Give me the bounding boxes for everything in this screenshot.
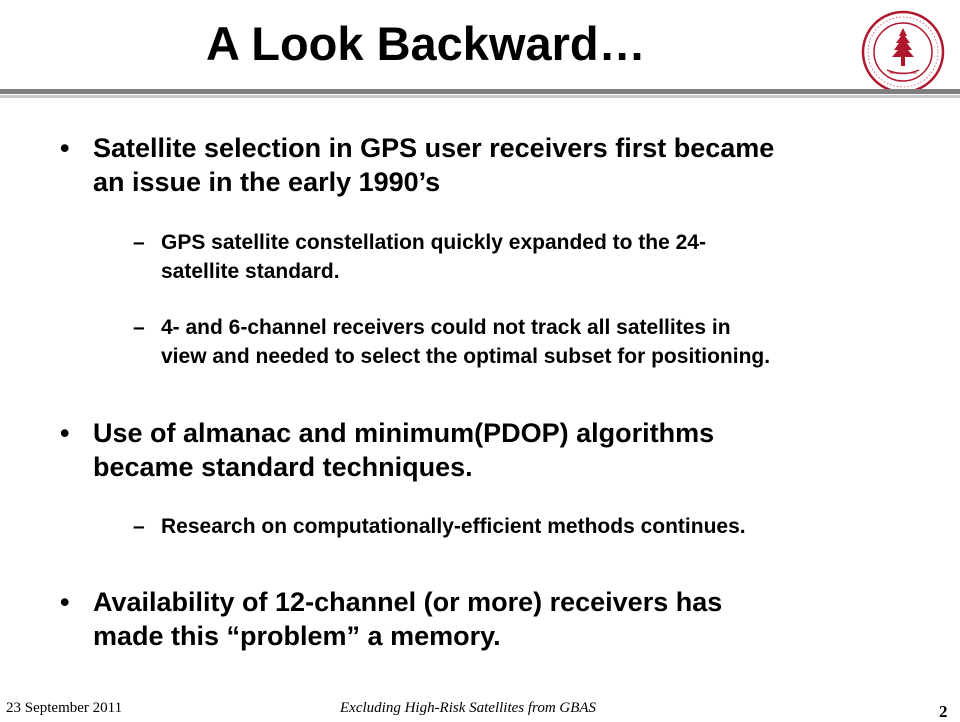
sub-bullet-line: view and needed to select the optimal subset for positioning. [161, 345, 771, 368]
stanford-seal-icon [861, 10, 945, 94]
title-rule-dark [0, 89, 960, 94]
sub-bullet-line: Research on computationally-efficient methods continues. [161, 515, 746, 538]
footer-title: Excluding High-Risk Satellites from GBAS [340, 700, 597, 716]
bullet-line: Satellite selection in GPS user receivers first became [93, 133, 775, 163]
bullet-marker: • [60, 418, 70, 448]
sub-bullet-line: GPS satellite constellation quickly expanded to the 24- [161, 231, 706, 254]
page-number: 2 [939, 702, 948, 721]
bullet-line: Use of almanac and minimum(PDOP) algorithms [93, 418, 715, 448]
bullet-line: made this “problem” a memory. [93, 621, 501, 651]
sub-bullet-marker: – [133, 515, 145, 538]
bullet-line: an issue in the early 1990’s [93, 167, 441, 197]
sub-bullet-line: satellite standard. [161, 260, 340, 283]
bullet-marker: • [60, 587, 70, 617]
sub-bullet-line: 4- and 6-channel receivers could not track all satellites in [161, 316, 731, 339]
slide-title: A Look Backward… [206, 17, 646, 70]
title-rule-light [0, 95, 960, 98]
sub-bullet-marker: – [133, 231, 145, 254]
bullet-line: became standard techniques. [93, 452, 473, 482]
bullet-line: Availability of 12-channel (or more) receivers has [93, 587, 723, 617]
sub-bullet-marker: – [133, 316, 145, 339]
bullet-marker: • [60, 133, 70, 163]
footer-date: 23 September 2011 [6, 700, 123, 716]
